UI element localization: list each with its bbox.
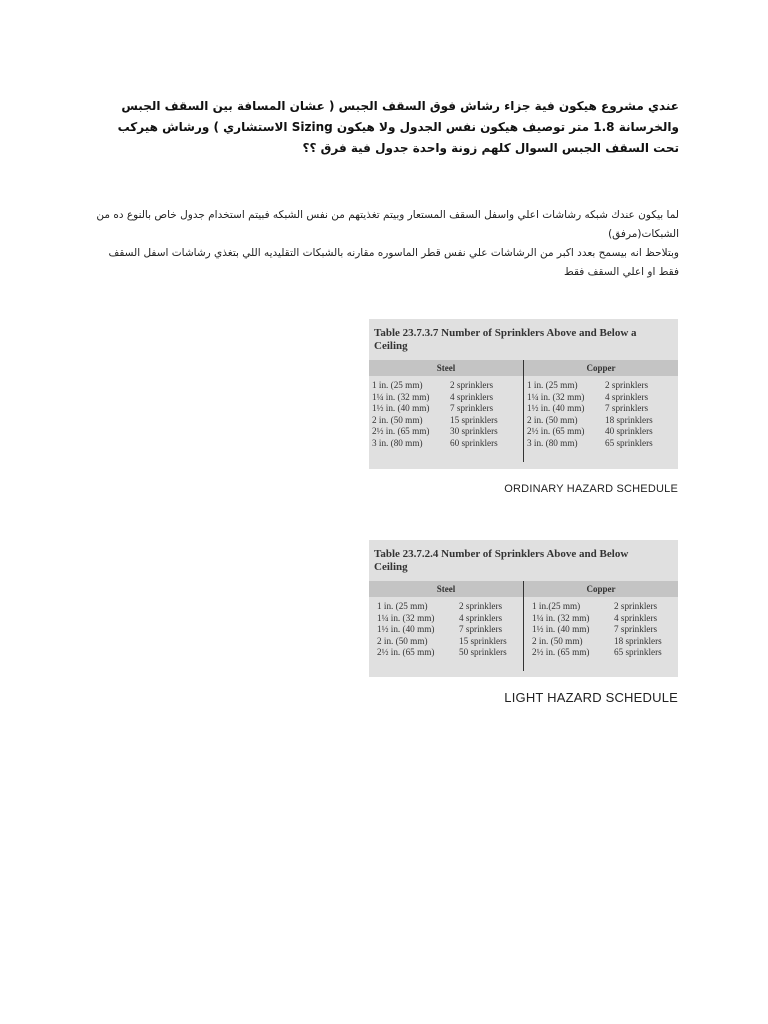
pipe-size: 2 in. (50 mm) <box>377 635 428 646</box>
steel-header: Steel <box>436 363 456 373</box>
pipe-size: 3 in. (80 mm) <box>372 437 423 448</box>
sprinkler-count: 15 sprinklers <box>459 635 507 646</box>
table-title <box>369 319 678 357</box>
table-row <box>369 415 523 427</box>
answer-block <box>96 206 679 282</box>
sprinkler-count: 2 sprinklers <box>605 380 649 390</box>
pipe-size: 2½ in. (65 mm) <box>372 426 430 436</box>
table-row <box>524 647 678 659</box>
pipe-size: 1¼ in. (32 mm) <box>532 612 590 623</box>
pipe-size: 2½ in. (65 mm) <box>532 647 590 657</box>
sprinkler-count: 15 sprinklers <box>450 414 498 425</box>
table-row <box>524 403 678 415</box>
light-hazard-table <box>369 540 678 677</box>
sprinkler-count: 2 sprinklers <box>614 601 658 611</box>
pipe-size: 3 in. (80 mm) <box>527 437 578 448</box>
pipe-size: 1 in. (25 mm) <box>377 601 428 611</box>
table-title-line-2: Ceiling <box>374 561 408 573</box>
table-row <box>369 613 523 625</box>
sprinkler-count: 60 sprinklers <box>450 437 498 448</box>
sprinkler-count: 65 sprinklers <box>605 437 653 448</box>
table-row <box>369 601 523 613</box>
table-row <box>524 438 678 450</box>
sprinkler-count: 65 sprinklers <box>614 647 662 657</box>
table-body <box>369 376 678 462</box>
copper-column <box>523 597 678 671</box>
sprinkler-count: 18 sprinklers <box>605 414 653 425</box>
question-text: عندي مشروع هيكون فية جزاء رشاش فوق السقف الجبس ( عشان المسافة بين السقف الجبس والخرسانة 1.8 متر توصيف هيكون نفس الجدول ولا هيكون Sizing الاستشاري ) ورشاش هيركب تحت السقف الجبس السوال كلهم زونة واحدة جدول فية فرق ؟؟ <box>117 99 679 155</box>
light-hazard-caption: LIGHT HAZARD SCHEDULE <box>504 690 678 705</box>
ordinary-hazard-table <box>369 319 678 469</box>
steel-header: Steel <box>436 584 456 594</box>
sprinkler-count: 2 sprinklers <box>450 380 494 390</box>
copper-header: Copper <box>523 581 678 597</box>
sprinkler-count: 50 sprinklers <box>459 647 507 657</box>
copper-header: Copper <box>523 360 678 376</box>
table-title <box>369 540 678 578</box>
sprinkler-count: 18 sprinklers <box>614 635 662 646</box>
pipe-size: 1 in.(25 mm) <box>532 601 581 611</box>
table-row <box>369 647 523 659</box>
sprinkler-count: 7 sprinklers <box>605 403 649 413</box>
pipe-size: 1 in. (25 mm) <box>527 380 578 390</box>
table-row <box>369 636 523 648</box>
table-row <box>524 392 678 404</box>
table-title-line-1: Table 23.7.3.7 Number of Sprinklers Above and Below a <box>374 327 637 339</box>
table-body <box>369 597 678 671</box>
copper-column <box>523 376 678 462</box>
sprinkler-count: 7 sprinklers <box>450 403 494 413</box>
sprinkler-count: 40 sprinklers <box>605 426 653 436</box>
sprinkler-count: 7 sprinklers <box>459 624 503 634</box>
pipe-size: 2½ in. (65 mm) <box>527 426 585 436</box>
pipe-size: 1½ in. (40 mm) <box>527 403 585 413</box>
pipe-size: 1½ in. (40 mm) <box>377 624 435 634</box>
table-header <box>369 360 678 376</box>
pipe-size: 2 in. (50 mm) <box>532 635 583 646</box>
answer-paragraph-1: لما بيكون عندك شبكه رشاشات اعلي واسفل السقف المستعار وبيتم تغذيتهم من نفس الشبكه فبيتم استخدام جدول خاص بالنوع ده من الشبكات(مرفق) <box>96 209 679 240</box>
sprinkler-count: 7 sprinklers <box>614 624 658 634</box>
pipe-size: 1 in. (25 mm) <box>372 380 423 390</box>
table-row <box>524 601 678 613</box>
pipe-size: 2½ in. (65 mm) <box>377 647 435 657</box>
table-row <box>524 613 678 625</box>
table-title-line-1: Table 23.7.2.4 Number of Sprinklers Above and Below <box>374 548 629 560</box>
sprinkler-count: 4 sprinklers <box>459 612 503 623</box>
pipe-size: 1½ in. (40 mm) <box>372 403 430 413</box>
ordinary-hazard-caption: ORDINARY HAZARD SCHEDULE <box>504 483 678 495</box>
table-row <box>524 636 678 648</box>
table-row <box>524 415 678 427</box>
sprinkler-count: 4 sprinklers <box>450 391 494 402</box>
table-row <box>524 380 678 392</box>
sprinkler-count: 4 sprinklers <box>605 391 649 402</box>
table-row <box>369 380 523 392</box>
steel-column <box>369 597 523 671</box>
sprinkler-count: 30 sprinklers <box>450 426 498 436</box>
sprinkler-count: 4 sprinklers <box>614 612 658 623</box>
pipe-size: 1¼ in. (32 mm) <box>527 391 585 402</box>
pipe-size: 2 in. (50 mm) <box>527 414 578 425</box>
pipe-size: 1¼ in. (32 mm) <box>372 391 430 402</box>
pipe-size: 2 in. (50 mm) <box>372 414 423 425</box>
table-row <box>369 624 523 636</box>
pipe-size: 1¼ in. (32 mm) <box>377 612 435 623</box>
table-title-line-2: Ceiling <box>374 340 408 352</box>
answer-paragraph-2: وبتلاحظ انه بيسمح بعدد اكبر من الرشاشات علي نفس قطر الماسوره مقارنه بالشبكات التقليديه اللي بتغذي رشاشات اسفل السقف فقط او اعلي السقف فقط <box>108 247 679 278</box>
table-row <box>369 426 523 438</box>
table-row <box>369 392 523 404</box>
table-row <box>369 403 523 415</box>
steel-column <box>369 376 523 462</box>
table-header <box>369 581 678 597</box>
table-row <box>524 624 678 636</box>
sprinkler-count: 2 sprinklers <box>459 601 503 611</box>
table-row <box>369 438 523 450</box>
pipe-size: 1½ in. (40 mm) <box>532 624 590 634</box>
table-row <box>524 426 678 438</box>
